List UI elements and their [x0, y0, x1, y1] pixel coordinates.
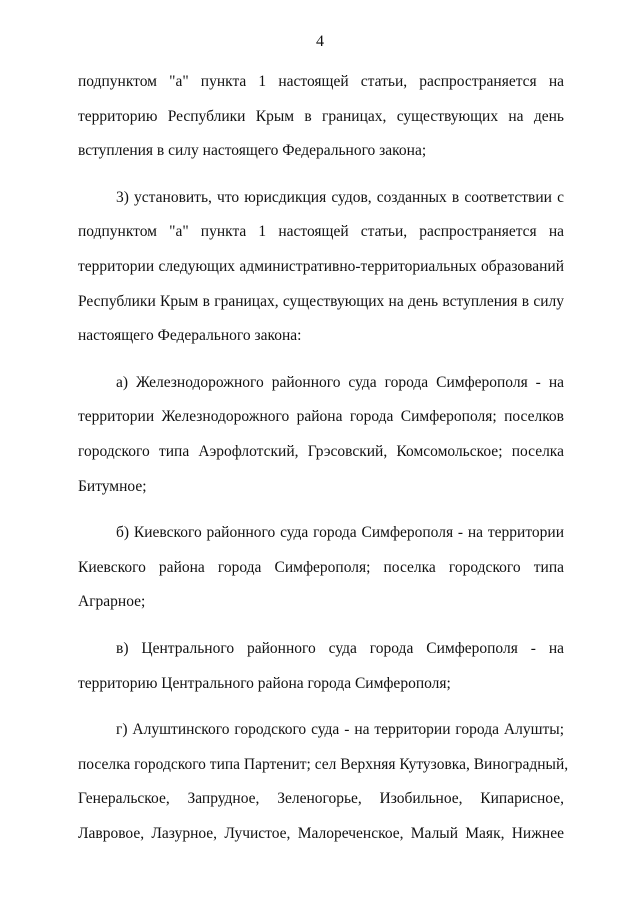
text-line: подпунктом "а" пункта 1 настоящей статьи, распространяется на [78, 73, 564, 90]
paragraph-subitem-a [78, 373, 564, 511]
document-body [78, 72, 569, 870]
paragraph-subitem-b [78, 523, 564, 627]
text-line: Аграрное; [78, 593, 146, 611]
text-line: поселка городского типа Партенит; сел Верхняя Кутузовка, Виноградный, [78, 755, 569, 773]
text-line: Генеральское, Запрудное, Зеленогорье, Изобильное, Кипарисное, [78, 790, 564, 808]
text-line: а) Железнодорожного районного суда города Симферополя - на [116, 373, 564, 391]
text-line: Битумное; [78, 477, 147, 495]
text-line: в) Центрального районного суда города Симферополя - на [116, 639, 564, 657]
text-line: г) Алуштинского городского суда - на территории города Алушты; [116, 721, 564, 739]
text-line: б) Киевского районного суда города Симферополя - на территории [116, 524, 564, 542]
text-line: подпунктом "а" пункта 1 настоящей статьи, распространяется на [78, 223, 564, 241]
page-number: 4 [316, 33, 324, 50]
paragraph-item-3 [78, 188, 564, 361]
text-line: городского типа Аэрофлотский, Грэсовский, Комсомольское; поселка [78, 442, 564, 460]
text-line: территории следующих административно-территориальных образований [78, 257, 564, 275]
text-line: вступления в силу настоящего Федерального закона; [78, 142, 427, 160]
text-line: Лавровое, Лазурное, Лучистое, Малореченское, Малый Маяк, Нижнее [78, 824, 564, 842]
text-line: территорию Республики Крым в границах, существующих на день [78, 107, 564, 125]
paragraph-subitem-v [78, 639, 564, 708]
text-line: настоящего Федерального закона: [78, 327, 302, 345]
text-line: Республики Крым в границах, существующих на день вступления в силу [78, 292, 564, 310]
text-line: 3) установить, что юрисдикция судов, созданных в соответствии с [116, 188, 564, 206]
text-line: Киевского района города Симферополя; поселка городского типа [78, 558, 564, 576]
text-line: территории Железнодорожного района города Симферополя; поселков [78, 408, 564, 426]
text-line: территорию Центрального района города Симферополя; [78, 674, 451, 692]
paragraph-subitem-g [78, 720, 569, 858]
paragraph-continuation [78, 72, 564, 176]
